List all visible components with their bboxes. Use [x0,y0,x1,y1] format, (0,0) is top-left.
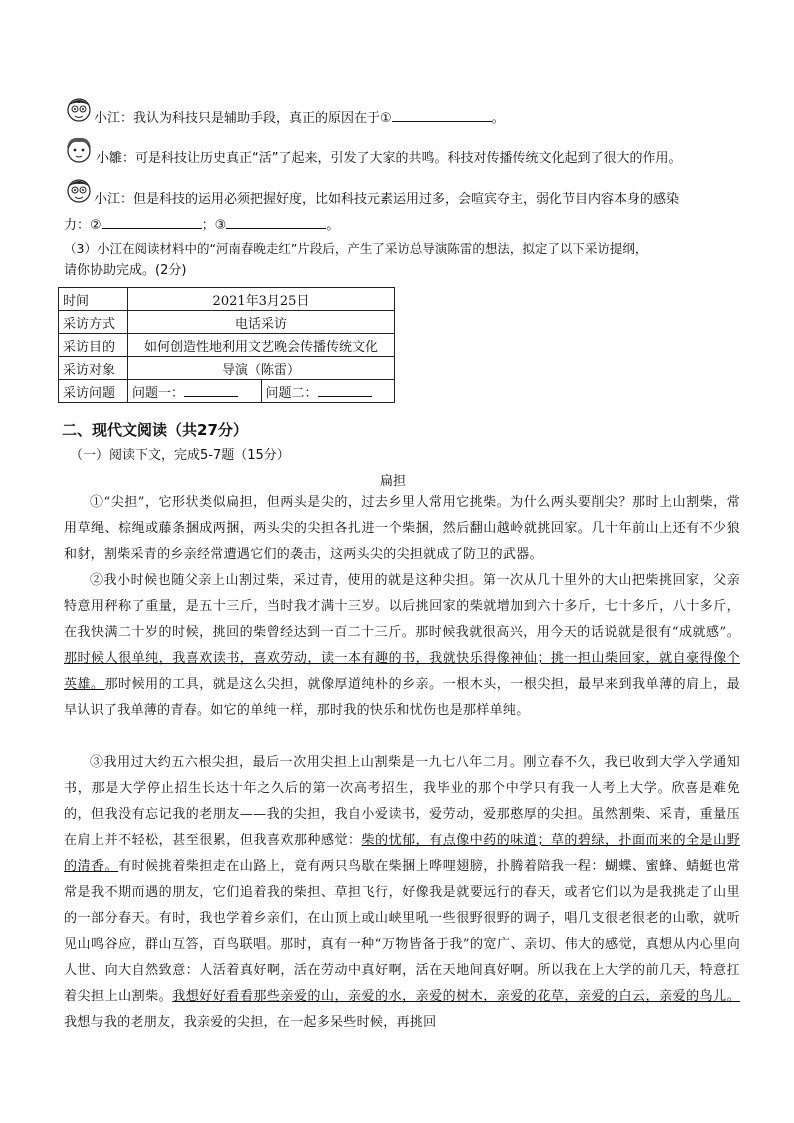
table-label: 采访目的 [59,334,128,357]
paragraph-text: ①“尖担”，它形状类似扁担，但两头是尖的，过去乡里人常用它挑柴。为什么两头要削尖？那时上山割柴，常用草绳、棕绳或藤条捆成两捆，两头尖的尖担各扎进一个柴捆，然后翻山越岭就挑回家。几十年前山上还有不少狼和豺，割柴采青的乡亲经常遭遇它们的袭击，这两头尖的尖担就成了防卫的武器。 [64,495,740,562]
table-label: 采访对象 [59,357,128,380]
table-row [59,380,395,403]
girl-avatar-icon [64,135,94,165]
dialogue-text: ；③ [201,218,227,233]
underlined-sentence: 那时候人很单纯，我喜欢读书，喜欢劳动，读一本有趣的书，我就快乐得像神仙；挑一担山柴回家，就自豪得像个英雄。 [64,651,740,692]
question-one-label: 问题一： [132,385,185,401]
underlined-sentence: 柴的忧郁，有点像中药的味道；草的碧绿，扑面而来的全是山野的清香。 [64,833,740,874]
answer-blank-1[interactable] [392,107,492,122]
question-one-cell[interactable] [128,380,262,403]
article-title: 扁担 [380,474,407,489]
dialogue-text-end: 。 [491,111,505,126]
table-label: 采访方式 [59,311,128,334]
table-value: 导演（陈雷） [128,357,395,380]
speaker: 小江： [94,192,134,207]
table-value: 电话采访 [128,311,395,334]
dialogue-text: 但是科技的运用必须把握好度，比如科技元素运用过多，会喧宾夺主，弱化节目内容本身的感染 [133,192,680,207]
table-value: 如何创造性地利用文艺晚会传播传统文化 [128,334,395,357]
table-row [59,311,395,334]
boy-avatar-icon [64,94,94,124]
boy-avatar-icon [64,175,94,205]
answer-blank-3[interactable] [226,214,326,229]
section-title: 二、现代文阅读（共27分） [62,421,248,439]
paragraph-text: 有时候挑着柴担走在山路上，竟有两只鸟歇在柴捆上哗哩翅膀，扑腾着陪我一程：蝴蝶、蜜蜂、蜻蜓也常常是我不期而遇的朋友，它们追着我的柴担、草担飞行，好像我是就要远行的春天，或者它们以为是我挑走了山里的一部分春天。有时，我也学着乡亲们，在山顶上或山峡里吼一些很野很野的调子，唱几支很老很老的山歌，就听见山鸣谷应，群山互答，百鸟联唱。那时，真有一种“万物皆备于我”的宽广、亲切、伟大的感觉，真想从内心里向人世、向大自然致意：人活着真好啊，活在劳动中真好啊，活在天地间真好啊。所以我在上大学的前几天，特意扛着尖担上山割柴。 [64,859,740,1004]
dialogue-text: 可是科技让历史真正“活”了起来，引发了大家的共鸣。科技对传播传统文化起到了很大的作用。 [135,151,682,166]
dialogue-text: 我认为科技只是辅助手段，真正的原因在于① [133,111,392,126]
answer-blank-q2[interactable] [318,382,372,397]
interview-outline-table [58,287,395,403]
table-row [59,288,395,311]
speaker: 小雛： [96,151,136,166]
paragraph-1 [64,490,740,568]
paragraph-text: ②我小时候也随父亲上山割过柴，采过青，使用的就是这种尖担。第一次从几十里外的大山把柴挑回家，父亲特意用秤称了重量，是五十三斤，当时我才满十三岁。以后挑回家的柴就增加到六十多斤，七十多斤，八十多斤，在我快满二十岁的时候，挑回的柴曾经达到一百二十三斤。那时候我就很高兴，用今天的话说就是很有“成就感”。 [64,573,740,640]
table-label: 时间 [59,288,128,311]
table-row [59,357,395,380]
subsection-title: （一）阅读下文，完成5-7题（15分） [70,448,290,463]
paragraph-text: ③我用过大约五六根尖担，最后一次用尖担上山割柴是一九七八年二月。刚立春不久，我已收到大学入学通知书，那是大学停止招生长达十年之久后的第一次高考招生，我毕业的那个中学只有我一人考上大学。欣喜是难免的，但我没有忘记我的老朋友——我的尖担，我自小爱读书，爱劳动，爱那憨厚的尖担。虽然割柴、采青，重量压在肩上并不轻松，甚至很累，但我喜欢那种感觉： [64,755,740,848]
underlined-sentence: 我想好好看看那些亲爱的山，亲爱的水，亲爱的树木，亲爱的花草，亲爱的白云，亲爱的鸟儿。 [172,989,740,1004]
dialogue-line-2 [96,149,756,169]
question-two-label: 问题二： [265,385,318,401]
dialogue-line-1 [94,107,744,129]
table-label: 采访问题 [59,380,128,403]
paragraph-text: 那时候用的工具，就是这么尖担，就像厚道纯朴的乡亲。一根木头，一根尖担，最早来到我单薄的肩上，最早认识了我单薄的青春。如它的单纯一样，那时我的快乐和忧伤也是那样单纯。 [64,677,740,718]
question-two-cell[interactable] [261,380,395,403]
table-row [59,334,395,357]
question-3-line-1: （3）小江在阅读材料中的“河南春晚走红”片段后，产生了采访总导演陈雷的想法，拟定了以下采访提纲， [64,241,648,256]
dialogue-line-3 [94,190,744,210]
dialogue-text: 力：② [64,218,102,233]
answer-blank-q1[interactable] [184,382,238,397]
speaker: 小江： [94,111,134,126]
paragraph-text: 我想与我的老朋友，我亲爱的尖担，在一起多呆些时候，再挑回 [64,1015,437,1030]
dialogue-text: 。 [326,218,340,233]
paragraph-2 [64,568,740,724]
answer-blank-2[interactable] [102,214,202,229]
table-value: 2021年3月25日 [128,288,395,311]
paragraph-3 [64,750,740,1036]
dialogue-line-3b [64,214,744,236]
question-3-line-2: 请你协助完成。(2分) [64,263,187,278]
